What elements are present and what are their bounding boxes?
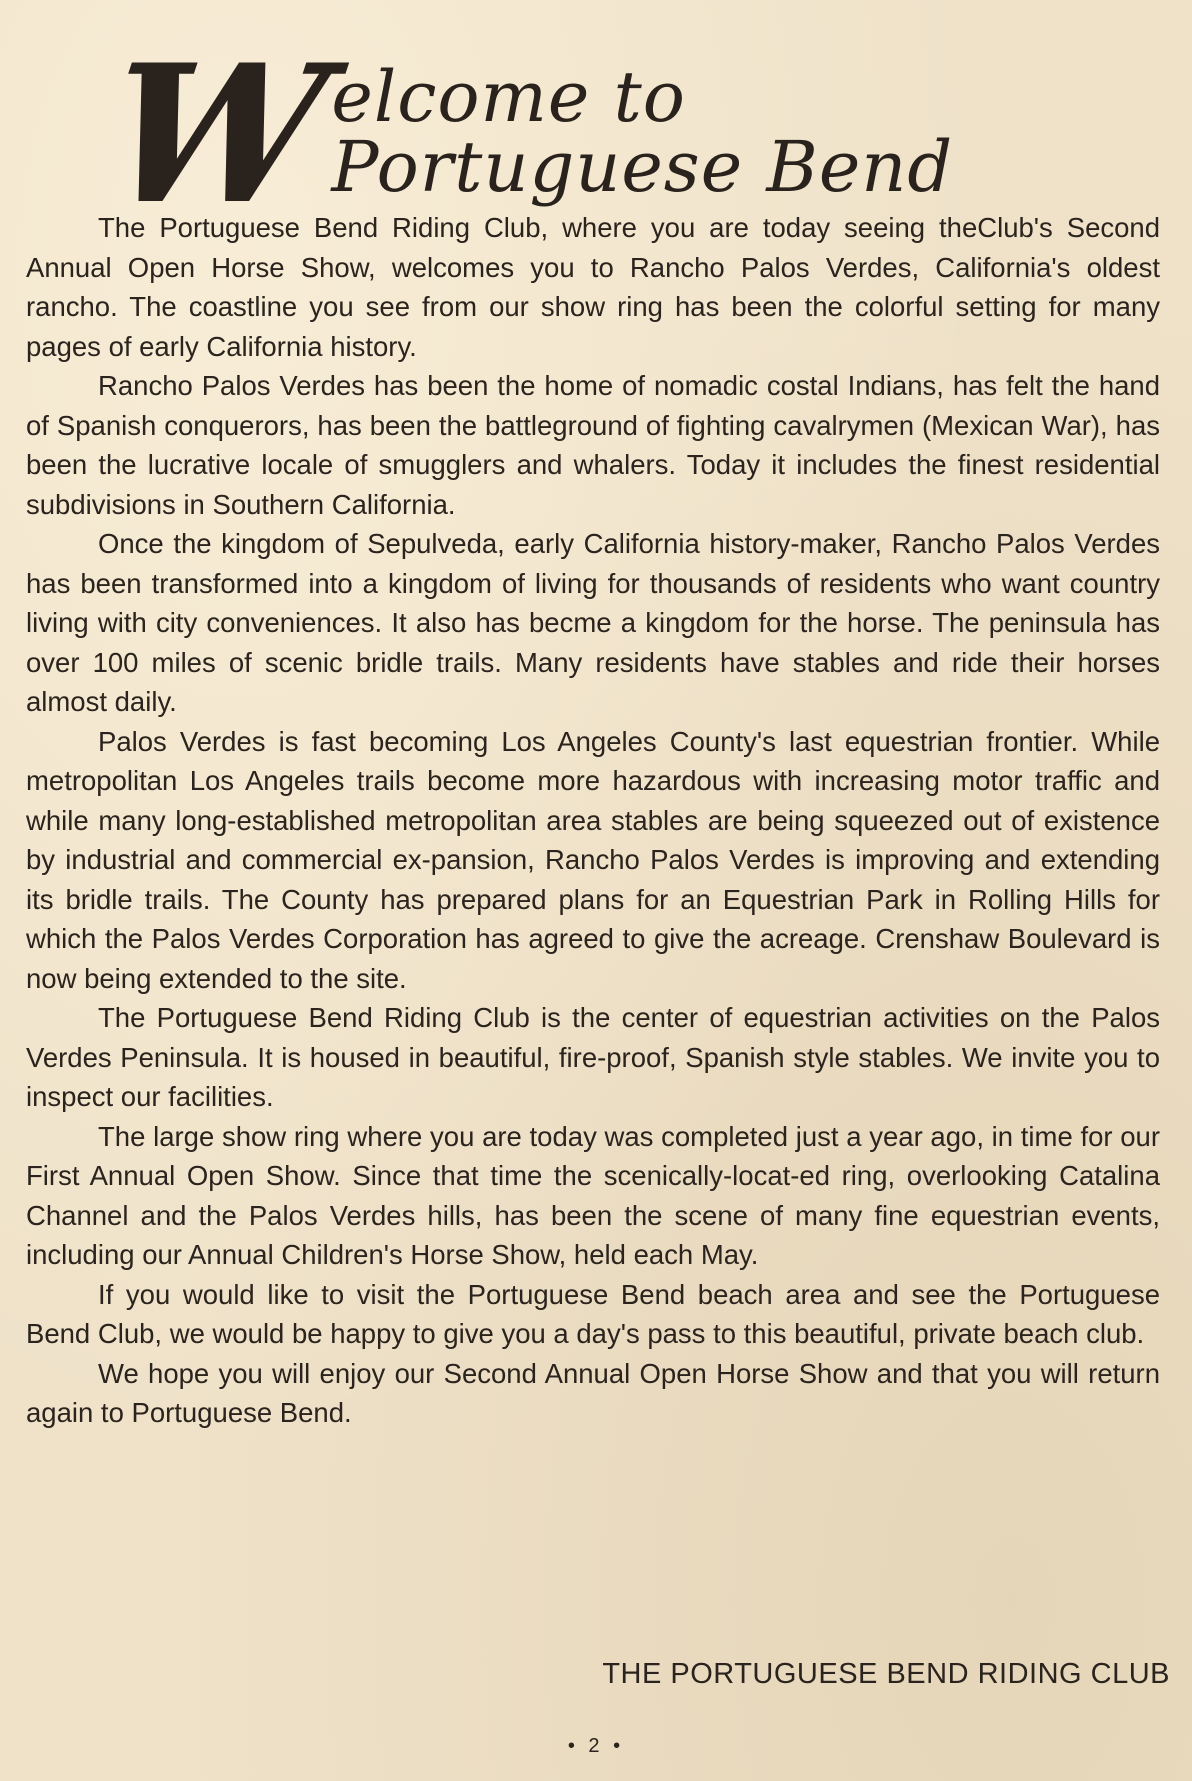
paragraph: Once the kingdom of Sepulveda, early California history-maker, Rancho Palos Verdes has been transformed into a kingdom of living for thousands of residents who want country living with city conveniences. It also has becme a kingdom for the horse. The peninsula has over 100 miles of scenic bridle trails. Many residents have stables and ride their horses almost daily. <box>26 528 1160 717</box>
title-ornate-initial: W <box>94 23 336 246</box>
paragraph: The Portuguese Bend Riding Club, where you are today seeing theClub's Second Annual Open Horse Show, welcomes you to Rancho Palos Verdes, California's oldest rancho. The coastline you see from our show ring has been the colorful setting for many pages of early California history. <box>26 212 1160 362</box>
paragraph: If you would like to visit the Portuguese Bend beach area and see the Portuguese Bend Club, we would be happy to give you a day's pass to this beautiful, private beach club. <box>26 1278 1160 1349</box>
page-number: • 2 • <box>567 1735 625 1757</box>
paragraph: The Portuguese Bend Riding Club is the center of equestrian activities on the Palos Verdes Peninsula. It is housed in beautiful, fire-proof, Spanish style stables. We invite you to inspect our facilities. <box>26 1002 1160 1112</box>
paragraph: We hope you will enjoy our Second Annual Open Horse Show and that you will return again to Portuguese Bend. <box>26 1357 1160 1428</box>
page-title <box>94 23 1110 246</box>
paragraph: The large show ring where you are today was completed just a year ago, in time for our First Annual Open Show. Since that time the scenically-locat-ed ring, overlooking Catalina Channel and the Palos Verdes hills, has been the scene of many fine equestrian events, including our Annual Children's Horse Show, held each May. <box>26 1120 1160 1270</box>
body-text <box>26 208 1160 1433</box>
paragraph: Rancho Palos Verdes has been the home of nomadic costal Indians, has felt the hand of Spanish conquerors, has been the battleground of fighting cavalrymen (Mexican War), has been the lucrative locale of smugglers and whalers. Today it includes the finest residential subdivisions in Southern California. <box>26 370 1160 520</box>
signature: THE PORTUGUESE BEND RIDING CLUB <box>602 1658 1170 1690</box>
title-text: elcome to Portuguese Bend <box>331 56 954 208</box>
paragraph: Palos Verdes is fast becoming Los Angeles County's last equestrian frontier. While metropolitan Los Angeles trails become more hazardous with increasing motor traffic and while many long-established metropolitan area stables are being squeezed out of existence by industrial and commercial ex-pansion, Rancho Palos Verdes is improving and extending its bridle trails. The County has prepared plans for an Equestrian Park in Rolling Hills for which the Palos Verdes Corporation has agreed to give the acreage. Crenshaw Boulevard is now being extended to the site. <box>26 725 1160 994</box>
